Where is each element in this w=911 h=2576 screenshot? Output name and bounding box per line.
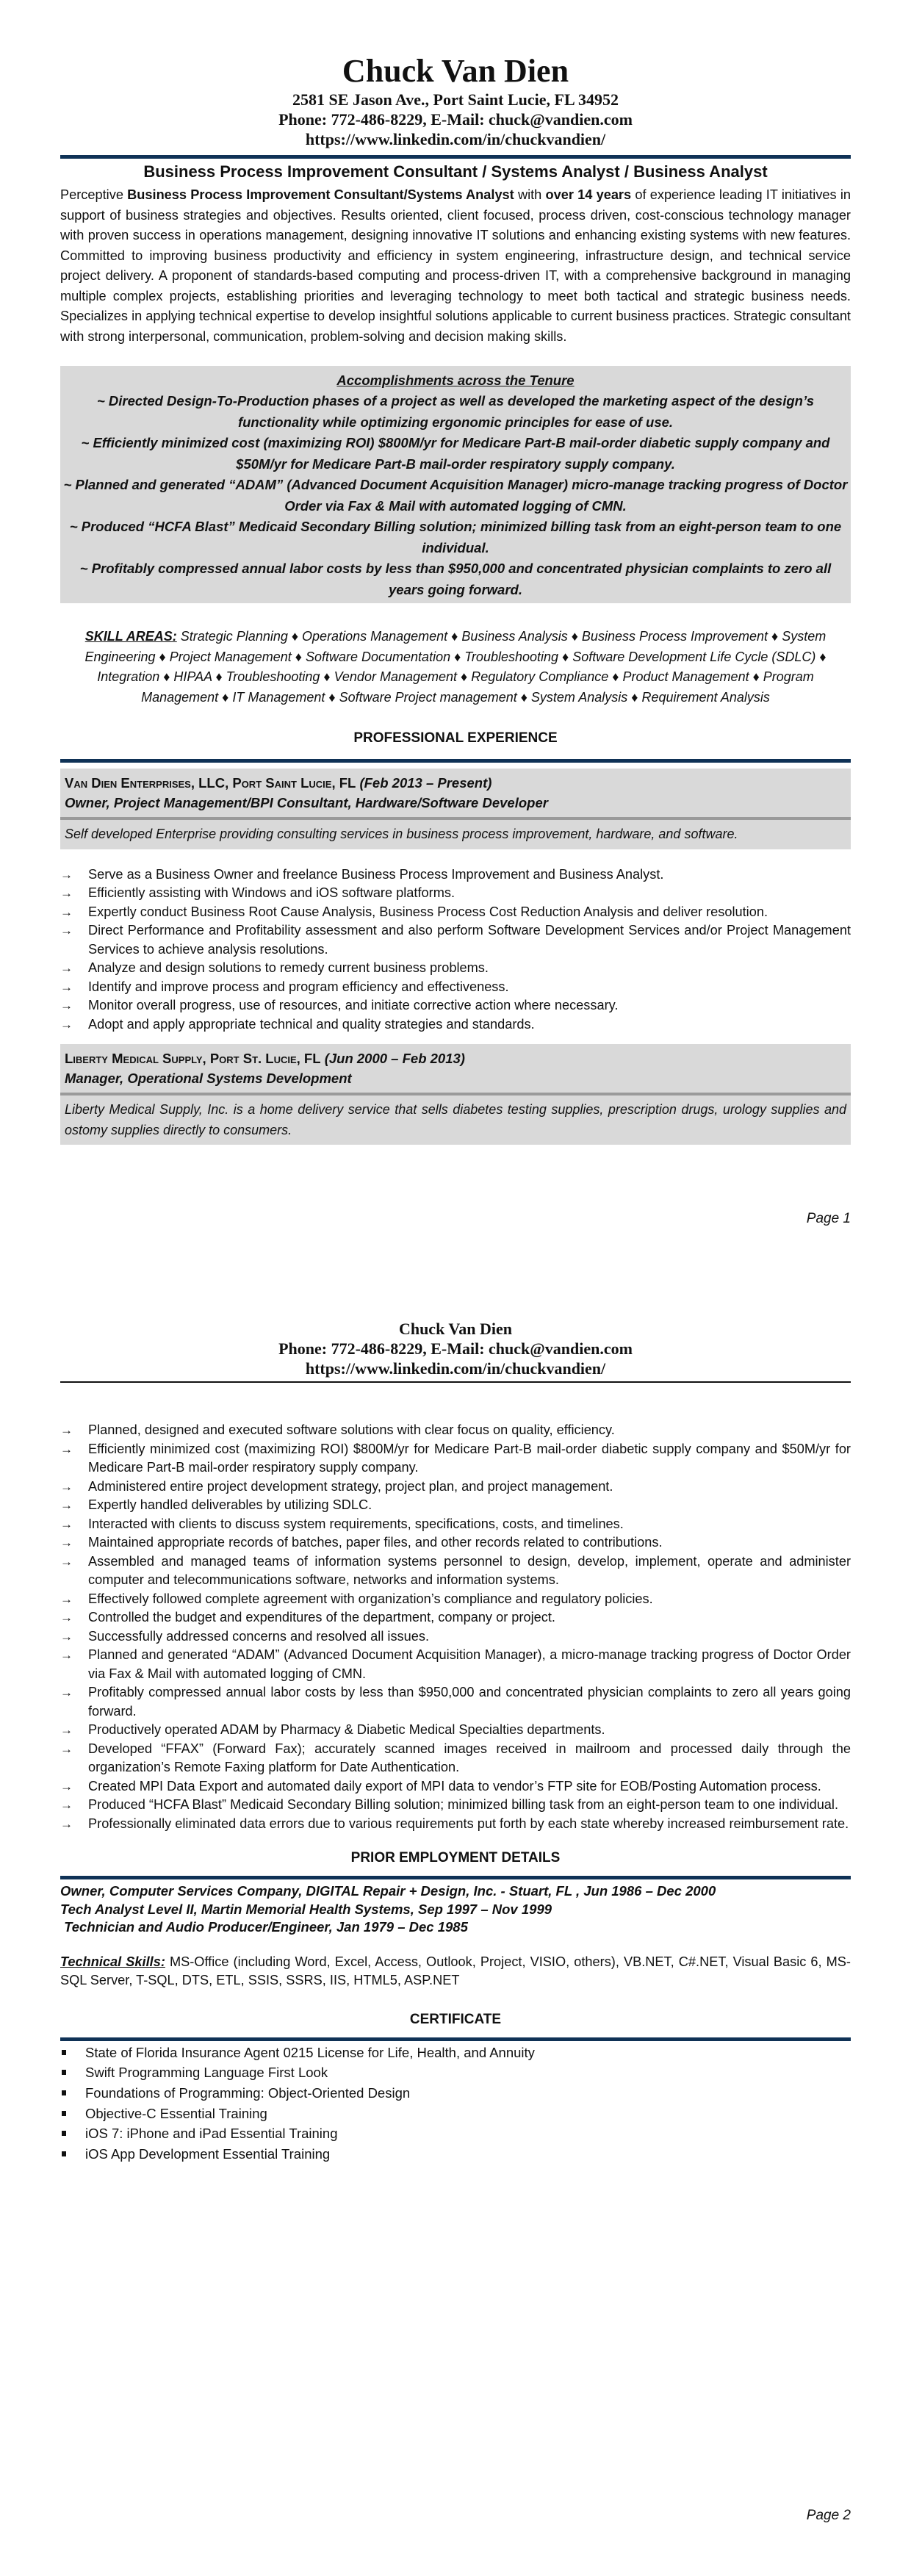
skill-areas (60, 627, 851, 708)
bullet-text: Analyze and design solutions to remedy current business problems. (88, 960, 489, 975)
phone-email: Phone: 772-486-8229, E-Mail: chuck@vandien.com (278, 1339, 633, 1358)
list-item (60, 1015, 851, 1035)
technical-skills-text: MS-Office (including Word, Excel, Access, Outlook, Project, VISIO, others), VB.NET, C#.NET, Visual Basic 6, MS-SQL Server, T-SQL, DTS, ETL, SSIS, SSRS, IIS, HTML5, ASP.NET (60, 1954, 851, 1987)
arrow-right-icon: → (60, 1741, 73, 1756)
list-item (60, 996, 851, 1015)
bullet-text: Interacted with clients to discuss system requirements, specifications, costs, and timelines. (88, 1516, 624, 1531)
candidate-name: Chuck Van Dien (342, 53, 569, 89)
arrow-right-icon: → (60, 1685, 73, 1699)
arrow-right-icon: → (60, 1479, 73, 1494)
list-item (60, 1421, 851, 1440)
technical-skills (60, 1953, 851, 1990)
page1-header (60, 53, 851, 1145)
bullet-text: Identify and improve process and program efficiency and effectiveness. (88, 979, 509, 994)
certificate-text: iOS 7: iPhone and iPad Essential Training (85, 2126, 338, 2142)
job-company-line (65, 1048, 846, 1068)
skill-areas-label: SKILL AREAS: (84, 629, 177, 644)
arrow-right-icon: → (60, 1554, 73, 1569)
bullet-text: Controlled the budget and expenditures of the department, company or project. (88, 1610, 555, 1625)
bullet-text: Productively operated ADAM by Pharmacy & Diabetic Medical Specialties departments. (88, 1722, 605, 1737)
prior-employment-item: Owner, Computer Services Company, DIGITAL Repair + Design, Inc. - Stuart, FL , Jun 1986 – Dec 2000 (60, 1883, 716, 1899)
accomplishments-title: Accomplishments across the Tenure (336, 373, 575, 388)
section-title-experience: PROFESSIONAL EXPERIENCE (353, 730, 558, 746)
job-bullets-van-dien (60, 866, 851, 1035)
page-number: Page 2 (806, 2508, 851, 2523)
summary-text: with (514, 187, 546, 202)
list-item (60, 2043, 851, 2063)
linkedin-url: https://www.linkedin.com/in/chuckvandien/ (305, 1359, 606, 1378)
summary-paragraph (60, 185, 851, 347)
prior-employment-item: Technician and Audio Producer/Engineer, Jan 1979 – Dec 1985 (60, 1919, 468, 1935)
square-bullet-icon (62, 2131, 66, 2136)
arrow-right-icon: → (60, 1816, 73, 1831)
bullet-text: Produced “HCFA Blast” Medicaid Secondary Billing solution; minimized billing task from an eight-person team to one individual. (88, 1797, 839, 1812)
bullet-text: Expertly conduct Business Root Cause Analysis, Business Process Cost Reduction Analysis and deliver resolution. (88, 904, 768, 919)
accomplishment-item: ~ Efficiently minimized cost (maximizing ROI) $800M/yr for Medicare Part-B mail-order diabetic supply company and $50M/yr for Medicare Part-B mail-order respiratory supply company. (81, 435, 830, 472)
bullet-text: Professionally eliminated data errors due to various requirements put forth by each state whereby increased reimbursement rate. (88, 1816, 849, 1831)
section-divider (60, 759, 851, 763)
list-item (60, 2144, 851, 2165)
accomplishment-item: ~ Produced “HCFA Blast” Medicaid Secondary Billing solution; minimized billing task from an eight-person team to one individual. (69, 519, 842, 555)
bullet-text: Planned and generated “ADAM” (Advanced Document Acquisition Manager), a micro-manage tracking progress of Doctor Order via Fax & Mail with automated logging of CMN. (88, 1647, 851, 1681)
arrow-right-icon: → (60, 961, 73, 975)
bullet-text: Adopt and apply appropriate technical and quality strategies and standards. (88, 1016, 535, 1032)
section-divider (60, 1876, 851, 1879)
arrow-right-icon: → (60, 1591, 73, 1606)
arrow-right-icon: → (60, 1611, 73, 1625)
accomplishment-item: ~ Planned and generated “ADAM” (Advanced Document Acquisition Manager) micro-manage tracking progress of Doctor Order via Fax & Mail with automated logging of CMN. (63, 477, 848, 514)
arrow-right-icon: → (60, 1442, 73, 1456)
bullet-text: Successfully addressed concerns and resolved all issues. (88, 1628, 430, 1644)
job-company-line (65, 773, 846, 793)
bullet-text: Assembled and managed teams of information systems personnel to design, develop, implement, operate and administer computer and telecommunications software, networks and information systems. (88, 1553, 851, 1587)
section-title-certificate: CERTIFICATE (409, 2011, 502, 2027)
certificate-list (60, 2043, 851, 2165)
list-item (60, 1608, 851, 1627)
list-item (60, 1815, 851, 1834)
job-role: Manager, Operational Systems Development (65, 1071, 352, 1086)
arrow-right-icon: → (60, 1517, 73, 1531)
arrow-right-icon: → (60, 979, 73, 994)
list-item (60, 2123, 851, 2144)
bullet-text: Planned, designed and executed software solutions with clear focus on quality, efficiency. (88, 1422, 615, 1437)
certificate-text: iOS App Development Essential Training (85, 2146, 331, 2162)
list-item (60, 884, 851, 903)
resume-page-2 (0, 1288, 911, 2576)
job-company: Liberty Medical Supply, Port St. Lucie, FL (65, 1051, 321, 1066)
certificate-text: Swift Programming Language First Look (85, 2065, 328, 2081)
list-item (60, 1683, 851, 1721)
headline: Business Process Improvement Consultant / Systems Analyst / Business Analyst (143, 162, 768, 181)
phone-email: Phone: 772-486-8229, E-Mail: chuck@vandien.com (278, 110, 633, 129)
job-company: Van Dien Enterprises, LLC, Port Saint Lucie, FL (65, 775, 356, 791)
arrow-right-icon: → (60, 904, 73, 919)
bullet-text: Direct Performance and Profitability assessment and also perform Software Development Services and/or Project Management Services to achieve analysis resolutions. (88, 923, 851, 957)
certificate-text: Objective-C Essential Training (85, 2105, 267, 2121)
list-item (60, 2062, 851, 2083)
arrow-right-icon: → (60, 1798, 73, 1812)
list-item (60, 1478, 851, 1497)
arrow-right-icon: → (60, 867, 73, 882)
job-dates: (Feb 2013 – Present) (359, 775, 492, 791)
technical-skills-label: Technical Skills: (60, 1954, 165, 1969)
list-item (60, 1777, 851, 1796)
list-item (60, 1721, 851, 1740)
bullet-text: Efficiently minimized cost (maximizing ROI) $800M/yr for Medicare Part-B mail-order diabetic supply company and $50M/yr for Medicare Part-B mail-order respiratory supply company. (88, 1441, 851, 1475)
list-item (60, 2104, 851, 2124)
list-item (60, 1496, 851, 1515)
bullet-text: Effectively followed complete agreement with organization’s compliance and regulatory policies. (88, 1591, 653, 1606)
accomplishments-box (60, 366, 851, 603)
list-item (60, 1553, 851, 1590)
square-bullet-icon (62, 2070, 66, 2075)
page2-header (60, 1319, 851, 2165)
bullet-text: Expertly handled deliverables by utilizing SDLC. (88, 1497, 372, 1512)
page-number: Page 1 (806, 1211, 851, 1226)
arrow-right-icon: → (60, 999, 73, 1012)
job-description: Self developed Enterprise providing consulting services in business process improvement, hardware, and software. (65, 827, 738, 841)
list-item (60, 1440, 851, 1478)
bullet-text: Efficiently assisting with Windows and iOS software platforms. (88, 885, 455, 900)
prior-employment-item: Tech Analyst Level II, Martin Memorial Health Systems, Sep 1997 – Nov 1999 (60, 1901, 552, 1917)
list-item (60, 1515, 851, 1534)
square-bullet-icon (62, 2090, 66, 2095)
header-divider (60, 155, 851, 159)
summary-text: Perceptive (60, 187, 128, 202)
arrow-right-icon: → (60, 1648, 73, 1662)
section-divider (60, 2037, 851, 2041)
list-item (60, 1533, 851, 1553)
certificate-text: Foundations of Programming: Object-Oriented Design (85, 2084, 411, 2101)
list-item (60, 866, 851, 885)
job-bullets-liberty-medical (60, 1421, 851, 1833)
arrow-right-icon: → (60, 1498, 73, 1512)
job-role: Owner, Project Management/BPI Consultant, Hardware/Software Developer (65, 795, 548, 810)
address: 2581 SE Jason Ave., Port Saint Lucie, FL 34952 (292, 90, 619, 109)
arrow-right-icon: → (60, 1017, 73, 1032)
bullet-text: Developed “FFAX” (Forward Fax); accurately scanned images received in mailroom and processed daily through the organization’s Remote Faxing platform for Date Authentication. (88, 1741, 851, 1774)
linkedin-url: https://www.linkedin.com/in/chuckvandien/ (305, 130, 606, 148)
square-bullet-icon (62, 2111, 66, 2116)
bullet-text: Monitor overall progress, use of resources, and initiate corrective action where necessary. (88, 998, 619, 1012)
list-item (60, 903, 851, 922)
job-description: Liberty Medical Supply, Inc. is a home delivery service that sells diabetes testing supplies, prescription drugs, urology supplies and ostomy supplies directly to consumers. (65, 1102, 846, 1137)
bullet-text: Profitably compressed annual labor costs by less than $950,000 and concentrated physician complaints to zero all years going forward. (88, 1685, 851, 1719)
arrow-right-icon: → (60, 1423, 73, 1437)
arrow-right-icon: → (60, 1536, 73, 1550)
list-item (60, 1796, 851, 1815)
arrow-right-icon: → (60, 1629, 73, 1644)
summary-bold-title: Business Process Improvement Consultant/Systems Analyst (127, 187, 514, 202)
skill-areas-text: Strategic Planning ♦ Operations Management ♦ Business Analysis ♦ Business Process Improvement ♦ System Engineering ♦ Project Management ♦ Software Documentation ♦ Troubleshooting ♦ Software Development Life Cycle (SDLC) ♦ Integration ♦ HIPAA ♦ Troubleshooting ♦ Vendor Management ♦ Regulatory Compliance ♦ Product Management ♦ Program Management ♦ IT Management ♦ Software Project management ♦ System Analysis ♦ Requirement Analysis (84, 629, 827, 705)
arrow-right-icon: → (60, 886, 73, 900)
candidate-name: Chuck Van Dien (398, 1320, 513, 1338)
job-header-van-dien (60, 769, 851, 849)
square-bullet-icon (62, 2151, 66, 2156)
square-bullet-icon (62, 2050, 66, 2055)
list-item (60, 1627, 851, 1647)
accomplishment-item: ~ Directed Design-To-Production phases of a project as well as developed the marketing aspect of the design’s functionality while optimizing ergonomic principles for ease of use. (96, 393, 815, 430)
job-dates: (Jun 2000 – Feb 2013) (324, 1051, 465, 1066)
job-header-liberty-medical (60, 1044, 851, 1145)
arrow-right-icon: → (60, 1723, 73, 1737)
list-item (60, 1646, 851, 1683)
list-item (60, 1590, 851, 1609)
list-item (60, 1740, 851, 1777)
bullet-text: Administered entire project development strategy, project plan, and project management. (88, 1478, 613, 1494)
accomplishment-item: ~ Profitably compressed annual labor costs by less than $950,000 and concentrated physician complaints to zero all years going forward. (79, 561, 832, 597)
list-item (60, 959, 851, 978)
bullet-text: Maintained appropriate records of batches, paper files, and other records related to contributions. (88, 1535, 663, 1550)
list-item (60, 921, 851, 959)
certificate-text: State of Florida Insurance Agent 0215 License for Life, Health, and Annuity (85, 2044, 535, 2060)
arrow-right-icon: → (60, 924, 73, 938)
bullet-text: Created MPI Data Export and automated daily export of MPI data to vendor’s FTP site for EOB/Posting Automation process. (88, 1778, 821, 1794)
section-title-prior-employment: PRIOR EMPLOYMENT DETAILS (350, 1850, 561, 1866)
bullet-text: Serve as a Business Owner and freelance Business Process Improvement and Business Analyst. (88, 866, 664, 882)
arrow-right-icon: → (60, 1779, 73, 1794)
summary-text: of experience leading IT initiatives in support of business strategies and objectives. Results oriented, client focused, process driven, cost-conscious technology manager with proven success in operations management, designing innovative IT solutions and enhancing existing systems with new features. Committed to improving business productivity and efficiency in system engineering, infrastructure design, and technical service project delivery. A proponent of standards-based computing and process-driven IT, with a comprehensive background in managing multiple complex projects, establishing priorities and leveraging technology to meet both tactical and strategic business needs. Specializes in applying technical expertise to develop insightful solutions applicable to current business practices. Strategic consultant with strong interpersonal, communication, problem-solving and decision making skills. (60, 187, 851, 344)
summary-bold-years: over 14 years (545, 187, 632, 202)
header-divider (60, 1381, 851, 1383)
list-item (60, 978, 851, 997)
list-item (60, 2083, 851, 2104)
